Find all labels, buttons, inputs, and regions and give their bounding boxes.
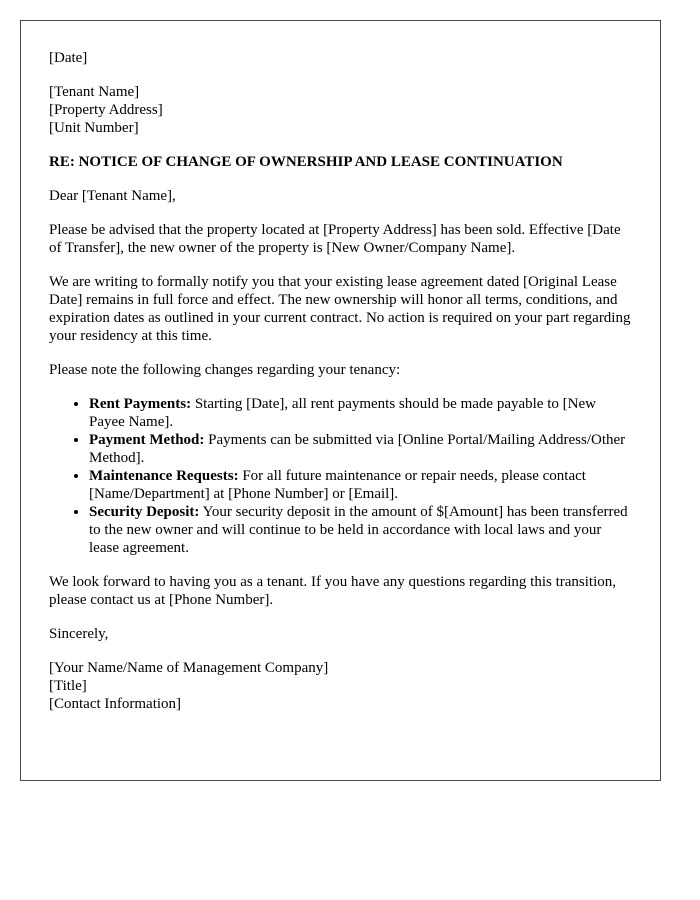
signature-title: [Title] (49, 678, 87, 694)
recipient-unit: [Unit Number] (49, 120, 139, 136)
change-text: Payments can be submitted via [Online Portal/Mailing Address/Other Method]. (89, 432, 626, 466)
letter-date: [Date] (49, 50, 88, 66)
signature-block (49, 659, 632, 713)
change-label: Payment Method: (89, 432, 205, 448)
paragraph-changes-intro: Please note the following changes regarding your tenancy: (49, 362, 401, 378)
change-text: Starting [Date], all rent payments should be made payable to [New Payee Name]. (89, 396, 596, 430)
change-label: Security Deposit: (89, 504, 200, 520)
salutation: Dear [Tenant Name], (49, 188, 176, 204)
recipient-address: [Property Address] (49, 102, 163, 118)
signature-name: [Your Name/Name of Management Company] (49, 660, 329, 676)
list-item (89, 503, 632, 557)
changes-list (49, 395, 632, 557)
list-item (89, 467, 632, 503)
closing-paragraph: We look forward to having you as a tenant. If you have any questions regarding this transition, please contact us at [Phone Number]. (49, 574, 616, 608)
change-label: Rent Payments: (89, 396, 192, 412)
paragraph-lease-continuation: We are writing to formally notify you that your existing lease agreement dated [Original Lease Date] remains in full force and effect. The new ownership will honor all terms, conditions, and expiration dates as outlined in your current contract. No action is required on your part regarding your residency at this time. (49, 274, 631, 344)
list-item (89, 431, 632, 467)
change-text: Your security deposit in the amount of $[Amount] has been transferred to the new owner and will continue to be held in accordance with local laws and your lease agreement. (89, 504, 628, 556)
change-text: For all future maintenance or repair needs, please contact [Name/Department] at [Phone Number] or [Email]. (89, 468, 586, 502)
paragraph-sale-notice: Please be advised that the property located at [Property Address] has been sold. Effective [Date of Transfer], the new owner of the property is [New Owner/Company Name]. (49, 222, 621, 256)
subject-line: RE: NOTICE OF CHANGE OF OWNERSHIP AND LEASE CONTINUATION (49, 154, 563, 170)
recipient-block (49, 83, 632, 137)
letter-page (20, 20, 661, 781)
recipient-name: [Tenant Name] (49, 84, 140, 100)
signoff: Sincerely, (49, 626, 109, 642)
list-item (89, 395, 632, 431)
change-label: Maintenance Requests: (89, 468, 239, 484)
signature-contact: [Contact Information] (49, 696, 182, 712)
